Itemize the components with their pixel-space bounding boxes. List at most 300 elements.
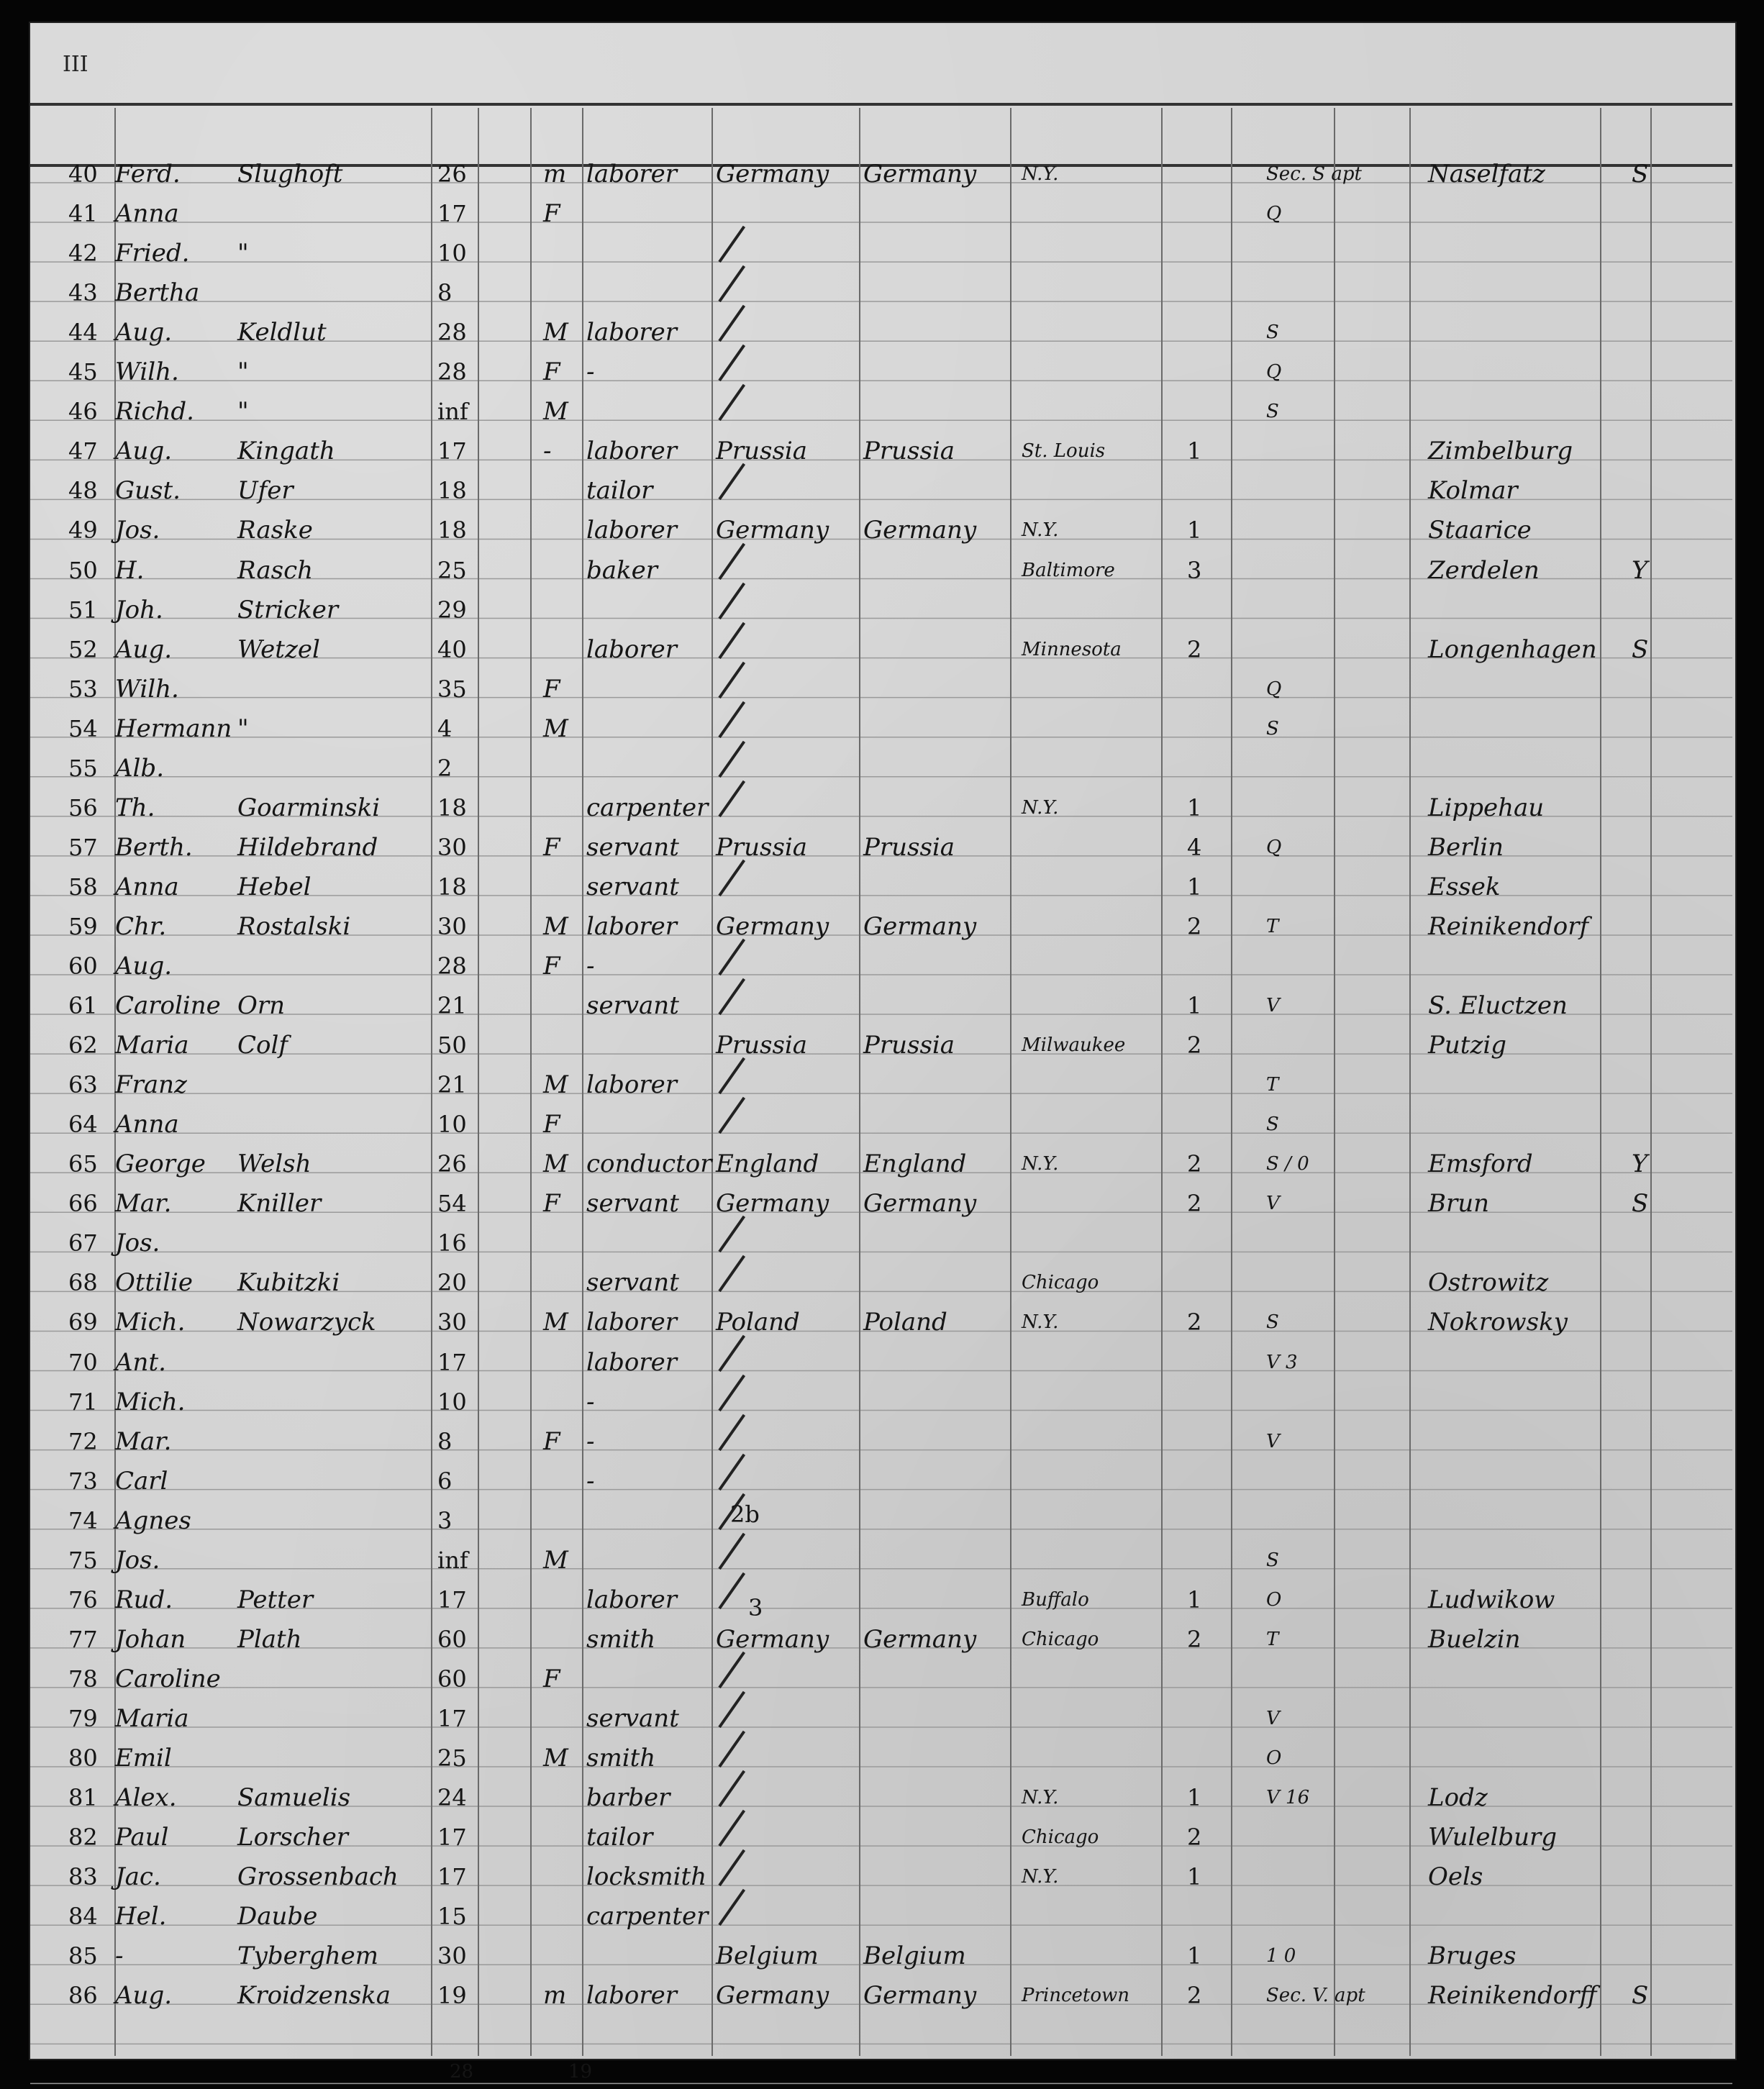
country: Germany (716, 516, 829, 545)
row-number: 46 (68, 398, 98, 426)
age: 28 (437, 319, 467, 347)
age: 16 (437, 1229, 467, 1257)
given-name: Bertha (115, 278, 200, 308)
destination: Princetown (1022, 1985, 1130, 2007)
surname: Slughoft (237, 160, 343, 188)
last-residence: Longenhagen (1428, 634, 1597, 664)
pieces-count: 1 (1187, 873, 1202, 901)
surname: Grossenbach (237, 1862, 399, 1892)
row-number: 75 (68, 1546, 98, 1574)
country: Prussia (716, 1031, 808, 1060)
pieces-count: 2 (1187, 1190, 1202, 1218)
row-number: 85 (68, 1942, 98, 1970)
age: 40 (437, 635, 467, 663)
occupation: - (586, 952, 595, 980)
pieces-count: 1 (1187, 1784, 1202, 1812)
last-residence: Buelzin (1428, 1624, 1521, 1654)
given-name: Th. (115, 793, 155, 822)
row-number: 45 (68, 358, 98, 386)
surname: " (237, 714, 249, 743)
given-name: Mar. (115, 1189, 172, 1219)
surname: Wetzel (237, 634, 320, 664)
status-mark: S (1266, 1311, 1279, 1334)
country: Germany (716, 1981, 829, 2011)
sex: M (543, 1070, 568, 1100)
pieces-count: 2 (1187, 1032, 1202, 1060)
pieces-count: 1 (1187, 516, 1202, 545)
row-number: 72 (68, 1427, 98, 1455)
last-residence: Reinikendorff (1428, 1981, 1597, 2011)
occupation: barber (586, 1783, 670, 1813)
occupation: smith (586, 1624, 656, 1654)
age: 3 (437, 1506, 453, 1534)
occupation: baker (586, 555, 658, 585)
given-name: Ottilie (115, 1268, 193, 1298)
last-residence: Reinikendorf (1428, 911, 1589, 941)
row-number: 79 (68, 1704, 98, 1732)
given-name: Gust. (115, 476, 181, 506)
status-mark: 1 0 (1266, 1945, 1296, 1967)
age: 19 (437, 1982, 467, 2010)
country: Germany (716, 911, 829, 941)
pieces-count: 2 (1187, 912, 1202, 940)
country: England (716, 1150, 819, 1179)
age: 18 (437, 477, 467, 505)
occupation: - (586, 358, 595, 387)
row-number: 58 (68, 873, 98, 901)
occupation: smith (586, 1744, 656, 1772)
occupation: laborer (586, 1070, 678, 1100)
flag-mark: S (1632, 1189, 1649, 1219)
destination: Chicago (1022, 1272, 1099, 1294)
last-residence: Oels (1428, 1862, 1483, 1892)
pieces-count: 2 (1187, 1824, 1202, 1852)
pieces-count: 2 (1187, 635, 1202, 663)
row-number: 43 (68, 279, 98, 307)
last-residence: Berlin (1428, 832, 1504, 862)
margin-note: 28 (450, 2061, 474, 2083)
last-residence: Putzig (1428, 1031, 1506, 1060)
given-name: Jos. (115, 516, 160, 545)
destination: N.Y. (1022, 796, 1059, 819)
age: 17 (437, 437, 467, 465)
row-number: 52 (68, 635, 98, 663)
occupation: laborer (586, 911, 678, 941)
row-number: 77 (68, 1625, 98, 1653)
country: Germany (716, 1189, 829, 1219)
occupation: laborer (586, 318, 678, 347)
given-name: Jos. (115, 1545, 160, 1575)
country: Germany (716, 160, 829, 188)
destination: N.Y. (1022, 1153, 1059, 1175)
given-name: Ant. (115, 1347, 166, 1377)
surname: Goarminski (237, 793, 381, 822)
given-name: Ferd. (115, 160, 181, 188)
occupation: carpenter (586, 793, 709, 822)
occupation: servant (586, 1189, 679, 1219)
age: 18 (437, 873, 467, 901)
occupation: servant (586, 991, 679, 1021)
surname: Rostalski (237, 911, 351, 941)
age: 30 (437, 833, 467, 861)
age: 60 (437, 1625, 467, 1653)
origin: Prussia (863, 437, 955, 466)
surname: Ufer (237, 476, 294, 506)
given-name: Alex. (115, 1783, 177, 1813)
last-residence: Brun (1428, 1189, 1490, 1219)
given-name: Mich. (115, 1308, 186, 1337)
given-name: Alb. (115, 753, 164, 783)
age: inf (437, 398, 468, 426)
sex: M (543, 397, 568, 427)
status-mark: V (1266, 1707, 1280, 1729)
last-residence: Zimbelburg (1428, 437, 1573, 466)
row-number: 66 (68, 1190, 98, 1218)
row-number: 54 (68, 714, 98, 742)
surname: " (237, 239, 249, 268)
occupation: laborer (586, 1308, 678, 1337)
age: 15 (437, 1903, 467, 1931)
age: 17 (437, 1824, 467, 1852)
given-name: Mich. (115, 1387, 186, 1416)
status-mark: V 3 (1266, 1351, 1298, 1373)
status-mark: S (1266, 717, 1279, 739)
last-residence: S. Eluctzen (1428, 991, 1568, 1021)
last-residence: Staarice (1428, 516, 1532, 545)
status-mark: Sec. V. apt (1266, 1985, 1365, 2007)
surname: Kroidzenska (237, 1981, 391, 2011)
sex: F (543, 1110, 560, 1139)
destination: Milwaukee (1022, 1034, 1126, 1057)
status-mark: V 16 (1266, 1787, 1310, 1809)
surname: Colf (237, 1031, 288, 1060)
last-residence: Nokrowsky (1428, 1308, 1568, 1337)
age: 26 (437, 160, 467, 188)
sex: F (543, 674, 560, 704)
occupation: tailor (586, 1823, 653, 1852)
given-name: Mar. (115, 1426, 172, 1456)
age: 25 (437, 1744, 467, 1772)
status-mark: S (1266, 1549, 1279, 1571)
given-name: Rud. (115, 1585, 173, 1614)
pieces-count: 1 (1187, 992, 1202, 1020)
surname: Tyberghem (237, 1942, 379, 1971)
surname: Petter (237, 1585, 314, 1614)
row-number: 44 (68, 319, 98, 347)
given-name: Maria (115, 1703, 189, 1733)
given-name: Chr. (115, 911, 167, 941)
origin: Belgium (863, 1942, 966, 1971)
sex: M (543, 1150, 568, 1179)
corner-mark: III (63, 52, 88, 77)
age: 18 (437, 793, 467, 822)
age: 60 (437, 1665, 467, 1693)
surname: Daube (237, 1902, 318, 1931)
country: Prussia (716, 437, 808, 466)
row-number: 73 (68, 1467, 98, 1495)
row-number: 74 (68, 1506, 98, 1534)
pieces-count: 2 (1187, 1150, 1202, 1178)
occupation: laborer (586, 1981, 678, 2011)
age: 17 (437, 1863, 467, 1891)
given-name: Richd. (115, 397, 194, 427)
status-mark: Q (1266, 203, 1282, 225)
status-mark: S (1266, 322, 1279, 344)
given-name: Anna (115, 872, 179, 901)
sex: M (543, 1545, 568, 1575)
age: 24 (437, 1784, 467, 1812)
sex: F (543, 199, 560, 229)
destination: Baltimore (1022, 559, 1115, 581)
row-number: 61 (68, 992, 98, 1020)
given-name: Fried. (115, 239, 190, 268)
row-number: 71 (68, 1388, 98, 1416)
row-number: 51 (68, 596, 98, 624)
occupation: laborer (586, 1347, 678, 1377)
row-number: 70 (68, 1348, 98, 1376)
last-residence: Lodz (1428, 1783, 1488, 1813)
age: 26 (437, 1150, 467, 1178)
row-number: 59 (68, 912, 98, 940)
surname: Hebel (237, 872, 312, 901)
given-name: Aug. (115, 1981, 173, 2011)
occupation: laborer (586, 437, 678, 466)
given-name: Franz (115, 1070, 187, 1100)
status-mark: Sec. S apt (1266, 163, 1362, 185)
pieces-count: 1 (1187, 437, 1202, 465)
age: 29 (437, 596, 467, 624)
surname: Kniller (237, 1189, 322, 1219)
pieces-count: 2 (1187, 1625, 1202, 1653)
status-mark: S (1266, 1114, 1279, 1136)
row-number: 68 (68, 1269, 98, 1297)
last-residence: Essek (1428, 872, 1501, 901)
surname: Stricker (237, 595, 339, 624)
row-number: 48 (68, 477, 98, 505)
row-number: 50 (68, 556, 98, 584)
given-name: George (115, 1150, 206, 1179)
row-number: 86 (68, 1982, 98, 2010)
row-number: 78 (68, 1665, 98, 1693)
sex: M (543, 714, 568, 743)
status-mark: V (1266, 1430, 1280, 1452)
row-number: 42 (68, 240, 98, 268)
country: Poland (716, 1308, 800, 1337)
occupation: - (586, 1387, 595, 1416)
age: 25 (437, 556, 467, 584)
row-number: 62 (68, 1032, 98, 1060)
status-mark: S / 0 (1266, 1153, 1309, 1175)
sex: M (543, 318, 568, 347)
last-residence: Bruges (1428, 1942, 1517, 1971)
destination: N.Y. (1022, 1311, 1059, 1334)
surname: Keldlut (237, 318, 327, 347)
given-name: Emil (115, 1744, 172, 1772)
status-mark: V (1266, 1193, 1280, 1215)
surname: Nowarzyck (237, 1308, 376, 1337)
flag-mark: Y (1632, 555, 1648, 585)
age: 17 (437, 1585, 467, 1614)
last-residence: Emsford (1428, 1150, 1533, 1179)
row-number: 49 (68, 516, 98, 545)
row-number: 65 (68, 1150, 98, 1178)
surname: Hildebrand (237, 832, 378, 862)
flag-mark: Y (1632, 1150, 1648, 1179)
origin: Germany (863, 911, 977, 941)
given-name: Aug. (115, 318, 173, 347)
origin: Poland (863, 1308, 947, 1337)
age: 30 (437, 1309, 467, 1337)
occupation: servant (586, 1703, 679, 1733)
country: Germany (716, 1624, 829, 1654)
country: Prussia (716, 832, 808, 862)
surname: Kubitzki (237, 1268, 340, 1298)
surname: Raske (237, 516, 313, 545)
origin: Prussia (863, 832, 955, 862)
age: 17 (437, 200, 467, 228)
given-name: Anna (115, 199, 179, 229)
origin: Germany (863, 1189, 977, 1219)
given-name: Aug. (115, 634, 173, 664)
age: 18 (437, 516, 467, 545)
surname: " (237, 397, 249, 427)
status-mark: Q (1266, 361, 1282, 383)
pieces-count: 2 (1187, 1982, 1202, 2010)
given-name: Aug. (115, 437, 173, 466)
occupation: servant (586, 1268, 679, 1298)
given-name: Agnes (115, 1506, 191, 1535)
status-mark: O (1266, 1588, 1282, 1611)
occupation: - (586, 1466, 595, 1496)
pieces-count: 1 (1187, 1942, 1202, 1970)
last-residence: Ludwikow (1428, 1585, 1555, 1614)
age: 17 (437, 1704, 467, 1732)
given-name: Caroline (115, 1664, 221, 1693)
status-mark: T (1266, 1628, 1279, 1650)
age: inf (437, 1546, 468, 1574)
row-number: 47 (68, 437, 98, 465)
age: 2 (437, 754, 453, 782)
pieces-count: 3 (1187, 556, 1202, 584)
given-name: Jac. (115, 1862, 161, 1892)
age: 4 (437, 714, 453, 742)
occupation: servant (586, 872, 679, 901)
pieces-count: 1 (1187, 1863, 1202, 1891)
sex: F (543, 952, 560, 980)
sex: M (543, 1308, 568, 1337)
occupation: laborer (586, 516, 678, 545)
sex: m (543, 1981, 567, 2011)
destination: N.Y. (1022, 519, 1059, 542)
surname: " (237, 358, 249, 387)
surname: Welsh (237, 1150, 312, 1179)
surname: Orn (237, 991, 286, 1021)
pieces-count: 1 (1187, 1585, 1202, 1614)
given-name: - (115, 1942, 124, 1971)
status-mark: V (1266, 995, 1280, 1017)
age: 8 (437, 1427, 453, 1455)
row-number: 84 (68, 1903, 98, 1931)
age: 10 (437, 1111, 467, 1139)
sex: - (543, 437, 552, 466)
pieces-count: 1 (1187, 793, 1202, 822)
age: 28 (437, 952, 467, 980)
occupation: laborer (586, 634, 678, 664)
given-name: Berth. (115, 832, 193, 862)
destination: N.Y. (1022, 1866, 1059, 1888)
destination: N.Y. (1022, 163, 1059, 185)
last-residence: Wulelburg (1428, 1823, 1558, 1852)
flag-mark: S (1632, 634, 1649, 664)
margin-note: 3 (748, 1594, 763, 1621)
row-number: 76 (68, 1585, 98, 1614)
origin: Germany (863, 516, 977, 545)
destination: N.Y. (1022, 1787, 1059, 1809)
destination: Chicago (1022, 1628, 1099, 1650)
given-name: Joh. (115, 595, 163, 624)
row-number: 83 (68, 1863, 98, 1891)
given-name: Hel. (115, 1902, 167, 1931)
occupation: tailor (586, 476, 653, 506)
row-number: 64 (68, 1111, 98, 1139)
sex: M (543, 1744, 568, 1772)
origin: Germany (863, 1624, 977, 1654)
age: 28 (437, 358, 467, 386)
given-name: Caroline (115, 991, 221, 1021)
occupation: laborer (586, 160, 678, 188)
last-residence: Ostrowitz (1428, 1268, 1549, 1298)
country: Belgium (716, 1942, 819, 1971)
origin: Germany (863, 160, 977, 188)
row-number: 53 (68, 675, 98, 703)
status-mark: O (1266, 1747, 1282, 1769)
margin-note: 19 (568, 2061, 593, 2083)
age: 30 (437, 912, 467, 940)
row-number: 63 (68, 1071, 98, 1099)
age: 8 (437, 279, 453, 307)
status-mark: Q (1266, 836, 1282, 858)
last-residence: Zerdelen (1428, 555, 1540, 585)
given-name: Maria (115, 1031, 189, 1060)
sex: F (543, 832, 560, 862)
destination: Chicago (1022, 1826, 1099, 1849)
last-residence: Naselfatz (1428, 160, 1545, 188)
origin: Germany (863, 1981, 977, 2011)
row-number: 57 (68, 833, 98, 861)
age: 35 (437, 675, 467, 703)
destination: Buffalo (1022, 1588, 1089, 1611)
occupation: laborer (586, 1585, 678, 1614)
origin: Prussia (863, 1031, 955, 1060)
given-name: Johan (115, 1624, 186, 1654)
sex: F (543, 1189, 560, 1219)
sex: F (543, 358, 560, 387)
row-number: 67 (68, 1229, 98, 1257)
given-name: H. (115, 555, 145, 585)
given-name: Wilh. (115, 358, 179, 387)
row-number: 56 (68, 793, 98, 822)
age: 17 (437, 1348, 467, 1376)
row-number: 41 (68, 200, 98, 228)
age: 30 (437, 1942, 467, 1970)
age: 54 (437, 1190, 467, 1218)
sex: M (543, 911, 568, 941)
given-name: Paul (115, 1823, 169, 1852)
row-number: 69 (68, 1309, 98, 1337)
age: 20 (437, 1269, 467, 1297)
status-mark: T (1266, 1074, 1279, 1096)
flag-mark: S (1632, 160, 1649, 188)
